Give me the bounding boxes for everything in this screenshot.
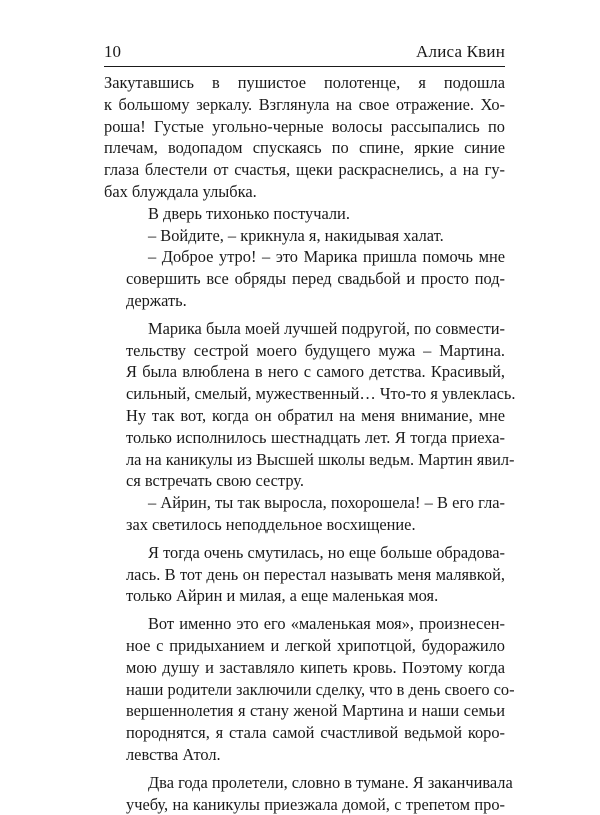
paragraph: [104, 613, 505, 766]
text-line: только исполнилось шестнадцать лет. Я тогда приеха-: [104, 427, 505, 449]
paragraph: [104, 492, 505, 536]
text-line: совершить все обряды перед свадьбой и просто под-: [104, 268, 505, 290]
text-line: Марика была моей лучшей подругой, по совмести-: [104, 318, 505, 340]
text-line: ное с придыханием и легкой хрипотцой, будоражило: [104, 635, 505, 657]
text-line: плечам, водопадом спускаясь по спине, яркие синие: [104, 137, 505, 159]
text-line: зах светилось неподдельное восхищение.: [104, 514, 505, 536]
paragraph: [104, 318, 505, 492]
paragraph: [104, 72, 505, 203]
page-number: 10: [104, 42, 121, 62]
running-header: [104, 42, 505, 66]
text-line: держать.: [104, 290, 505, 312]
text-line: сильный, смелый, мужественный… Что-то я увлеклась.: [104, 383, 505, 405]
text-line: вершеннолетия я стану женой Мартина и наши семьи: [104, 700, 505, 722]
text-line: лась. В тот день он перестал называть меня малявкой,: [104, 564, 505, 586]
text-line: – Айрин, ты так выросла, похорошела! – В его гла-: [104, 492, 505, 514]
text-line: породнятся, я стала самой счастливой ведьмой коро-: [104, 722, 505, 744]
text-line: – Войдите, – крикнула я, накидывая халат.: [104, 225, 505, 247]
text-line: Вот именно это его «маленькая моя», произнесен-: [104, 613, 505, 635]
paragraph: [104, 225, 505, 247]
text-line: к большому зеркалу. Взглянула на свое отражение. Хо-: [104, 94, 505, 116]
paragraph: [104, 772, 505, 815]
text-line: – Доброе утро! – это Марика пришла помочь мне: [104, 246, 505, 268]
text-line: учебу, на каникулы приезжала домой, с трепетом про-: [104, 794, 505, 815]
text-line: только Айрин и милая, а еще маленькая моя.: [104, 585, 505, 607]
body-text: [104, 72, 505, 815]
text-line: глаза блестели от счастья, щеки раскраснелись, а на гу-: [104, 159, 505, 181]
paragraph: [104, 246, 505, 311]
text-line: левства Атол.: [104, 744, 505, 766]
text-line: бах блуждала улыбка.: [104, 181, 505, 203]
text-line: тельству сестрой моего будущего мужа – Мартина.: [104, 340, 505, 362]
text-line: ся встречать свою сестру.: [104, 470, 505, 492]
text-line: наши родители заключили сделку, что в день своего со-: [104, 679, 505, 701]
paragraph: [104, 542, 505, 607]
book-page: [104, 0, 505, 750]
text-line: Закутавшись в пушистое полотенце, я подошла: [104, 72, 505, 94]
text-line: Ну так вот, когда он обратил на меня внимание, мне: [104, 405, 505, 427]
header-rule: [104, 66, 505, 67]
text-line: Два года пролетели, словно в тумане. Я заканчивала: [104, 772, 505, 794]
author-name: Алиса Квин: [416, 42, 505, 62]
text-line: роша! Густые угольно-черные волосы рассыпались по: [104, 116, 505, 138]
text-line: Я была влюблена в него с самого детства. Красивый,: [104, 361, 505, 383]
text-line: мою душу и заставляло кипеть кровь. Поэтому когда: [104, 657, 505, 679]
text-line: Я тогда очень смутилась, но еще больше обрадова-: [104, 542, 505, 564]
text-line: ла на каникулы из Высшей школы ведьм. Мартин явил-: [104, 449, 505, 471]
text-line: В дверь тихонько постучали.: [104, 203, 505, 225]
paragraph: [104, 203, 505, 225]
